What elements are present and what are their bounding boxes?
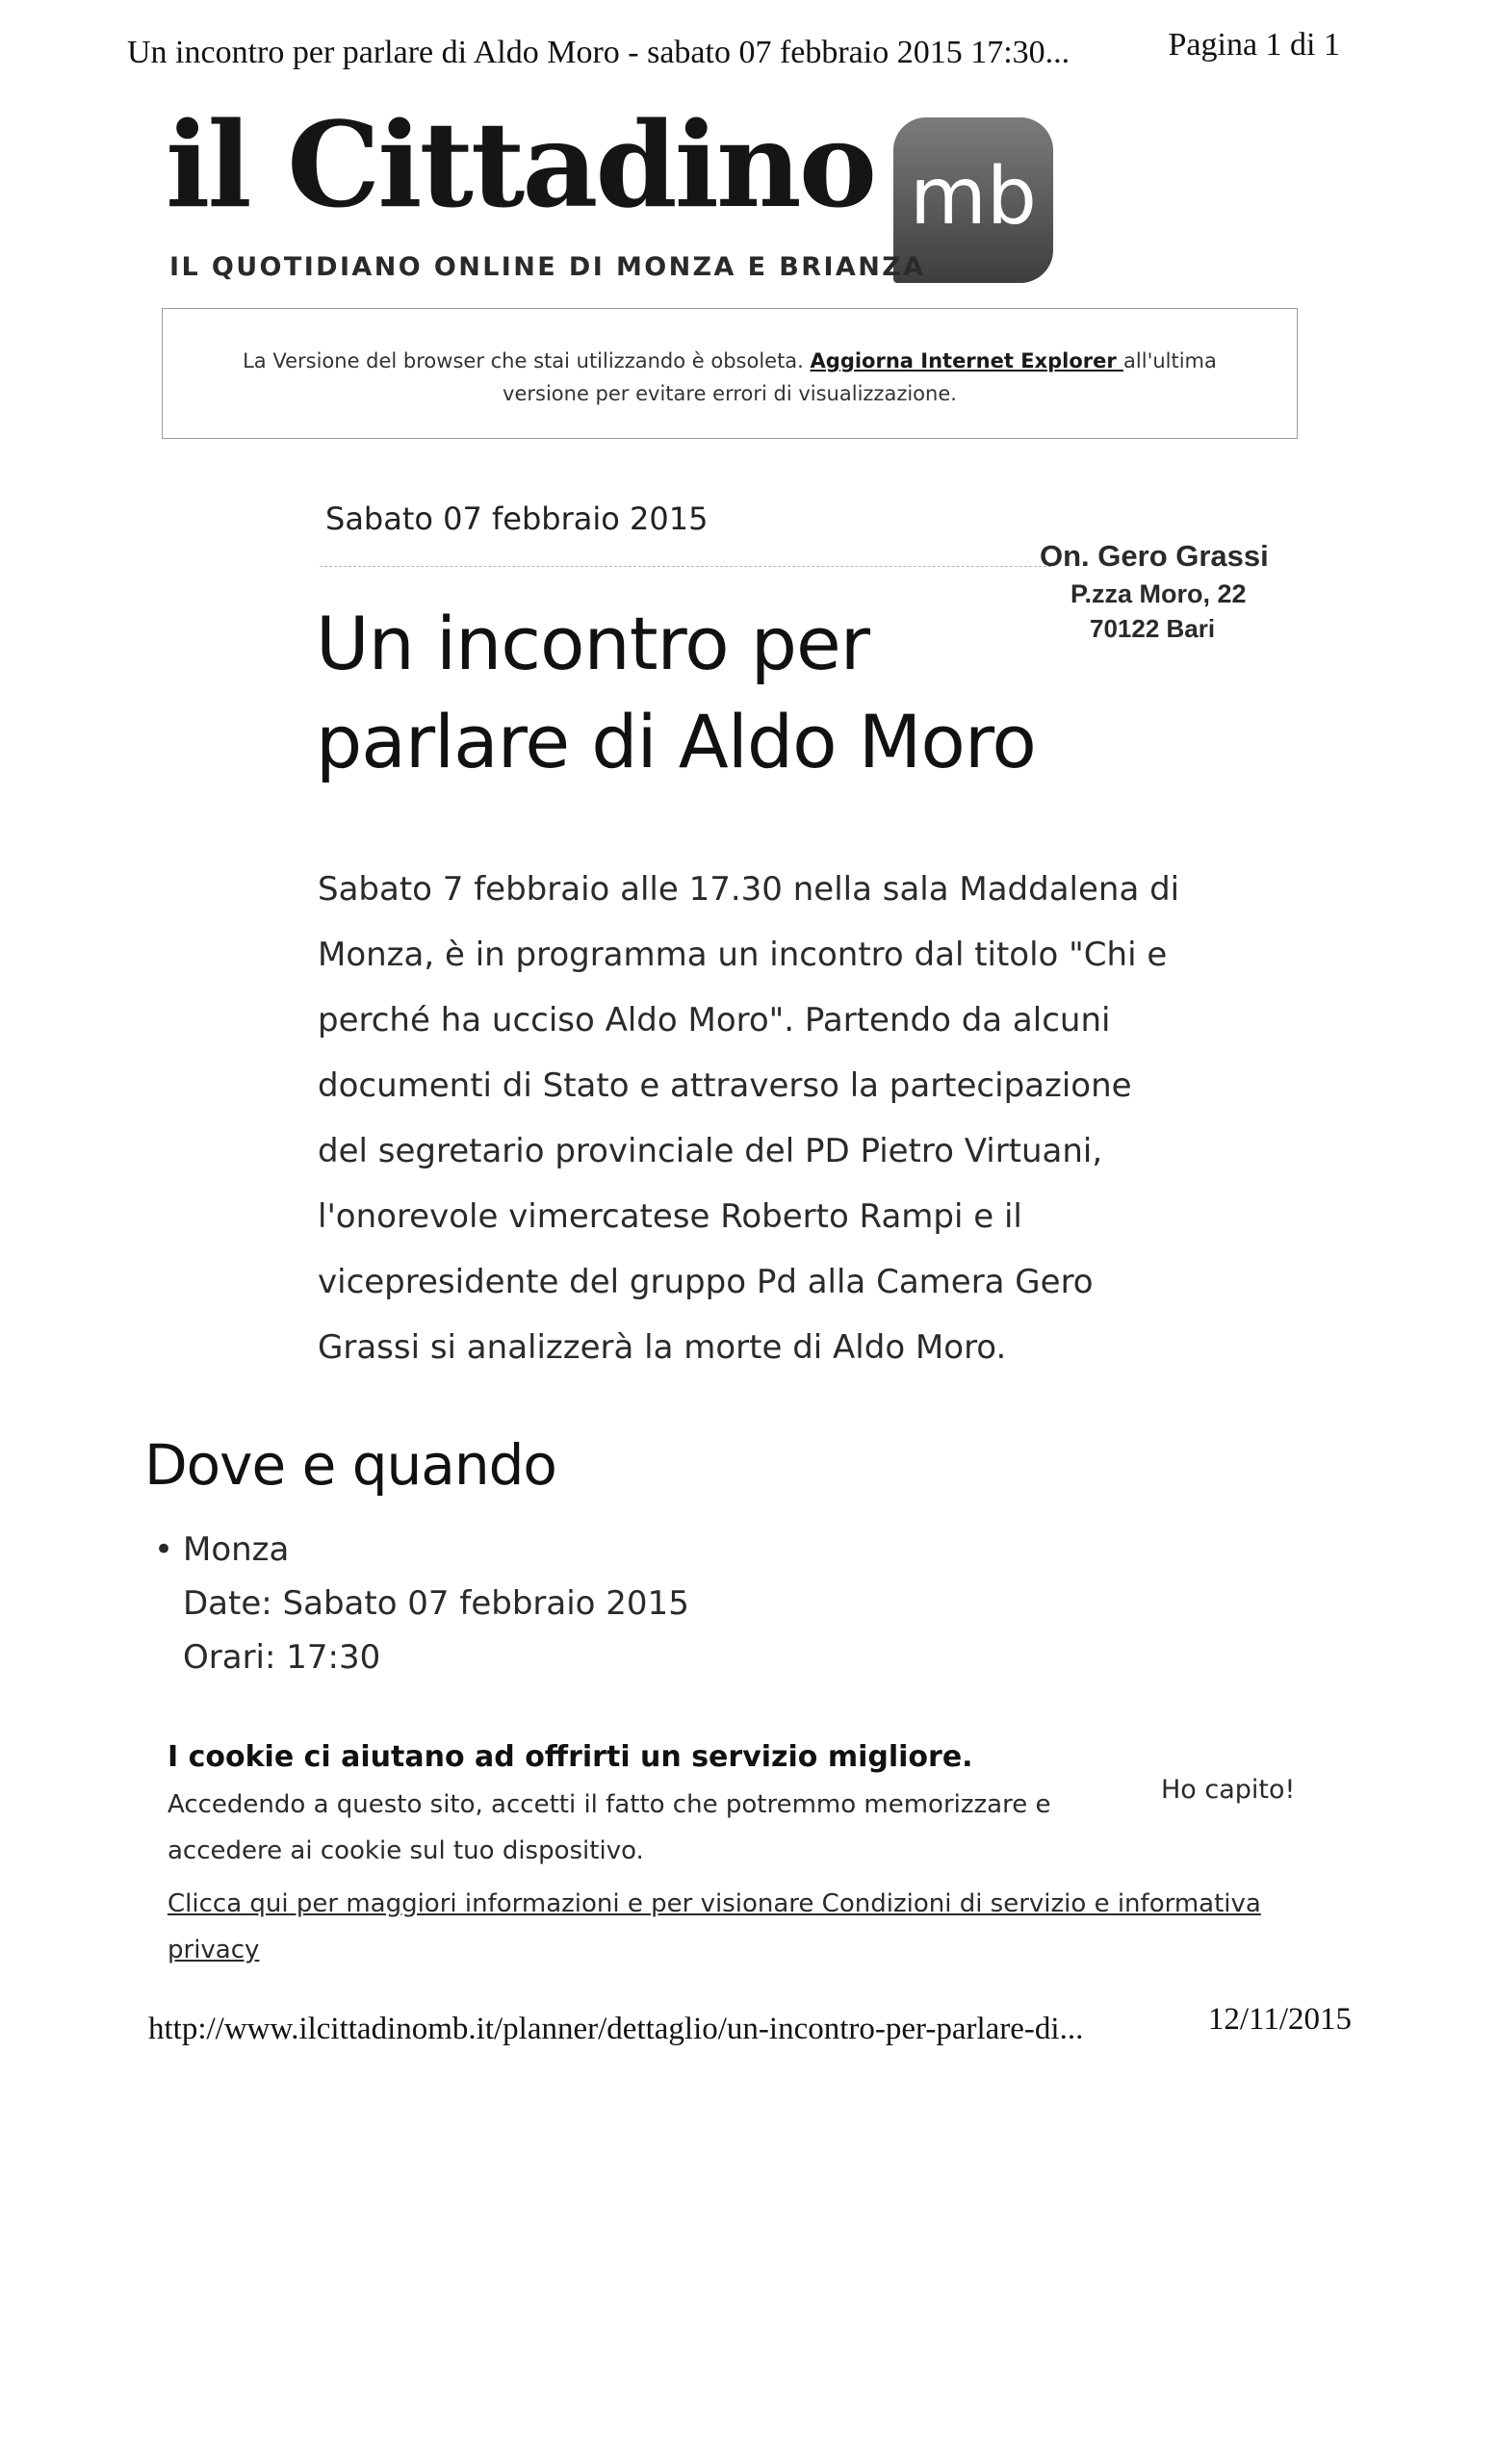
update-ie-link[interactable]: Aggiorna Internet Explorer [810,349,1124,372]
print-header [127,27,1340,73]
cookie-banner [166,1740,1321,1971]
where-when-heading: Dove e quando [144,1432,556,1498]
logo-badge-text: mb [910,151,1037,243]
print-header-page-number: Pagina 1 di 1 [1168,27,1340,63]
print-footer-url: http://www.ilcittadinomb.it/planner/dettaglio/un-incontro-per-parlare-di... [148,2012,1084,2046]
notice-text-before: La Versione del browser che stai utilizzando è obsoleta. [243,349,811,372]
body-line: Sabato 7 febbraio alle 17.30 nella sala Maddalena di [318,870,1180,909]
notice-line-2: versione per evitare errori di visualizzazione. [503,382,957,405]
site-logo[interactable] [166,95,1070,298]
article-title-line-1: Un incontro per [316,601,869,686]
body-line: l'onorevole vimercatese Roberto Rampi e il [318,1197,1022,1236]
article-title-line-2: parlare di Aldo Moro [316,699,1036,784]
cookie-info-link[interactable]: Clicca qui per maggiori informazioni e per visionare Condizioni di servizio e informativa privacy [168,1889,1261,1964]
event-time: Orari: 17:30 [183,1638,381,1677]
body-line: vicepresidente del gruppo Pd alla Camera Gero [318,1263,1094,1301]
date-divider [320,566,1051,567]
cookie-accept-button[interactable]: Ho capito! [1161,1775,1296,1805]
article-title [316,595,1124,791]
body-line: perché ha ucciso Aldo Moro". Partendo da alcuni [318,1001,1111,1040]
event-date: Date: Sabato 07 febbraio 2015 [183,1584,689,1623]
stamp-name: On. Gero Grassi [1040,539,1269,573]
cookie-text-line-2: accedere ai cookie sul tuo dispositivo. [168,1836,644,1865]
logo-tagline: IL QUOTIDIANO ONLINE DI MONZA E BRIANZA [169,252,926,282]
browser-outdated-notice [162,308,1298,439]
cookie-heading: I cookie ci aiutano ad offrirti un servizio migliore. [168,1740,973,1774]
body-line: documenti di Stato e attraverso la partecipazione [318,1066,1132,1105]
cookie-text-line-1: Accedendo a questo sito, accetti il fatto che potremmo memorizzare e [168,1790,1051,1819]
article-body [318,857,1184,1380]
body-line: Grassi si analizzerà la morte di Aldo Moro. [318,1328,1007,1367]
stamp-street: P.zza Moro, 22 [1070,579,1247,608]
logo-wordmark: il Cittadino [166,95,875,234]
print-header-title: Un incontro per parlare di Aldo Moro - sabato 07 febbraio 2015 17:30... [127,35,1070,70]
notice-line-1 [163,349,1297,372]
bullet-icon: • [154,1530,174,1569]
stamp-city: 70122 Bari [1090,614,1216,643]
print-footer [148,2002,1352,2048]
event-location: Monza [183,1530,290,1569]
body-line: del segretario provinciale del PD Pietro Virtuani, [318,1132,1103,1170]
article-date: Sabato 07 febbraio 2015 [325,500,709,537]
notice-text-after: all'ultima [1123,349,1217,372]
print-footer-date: 12/11/2015 [1207,2002,1352,2037]
body-line: Monza, è in programma un incontro dal titolo "Chi e [318,936,1168,974]
